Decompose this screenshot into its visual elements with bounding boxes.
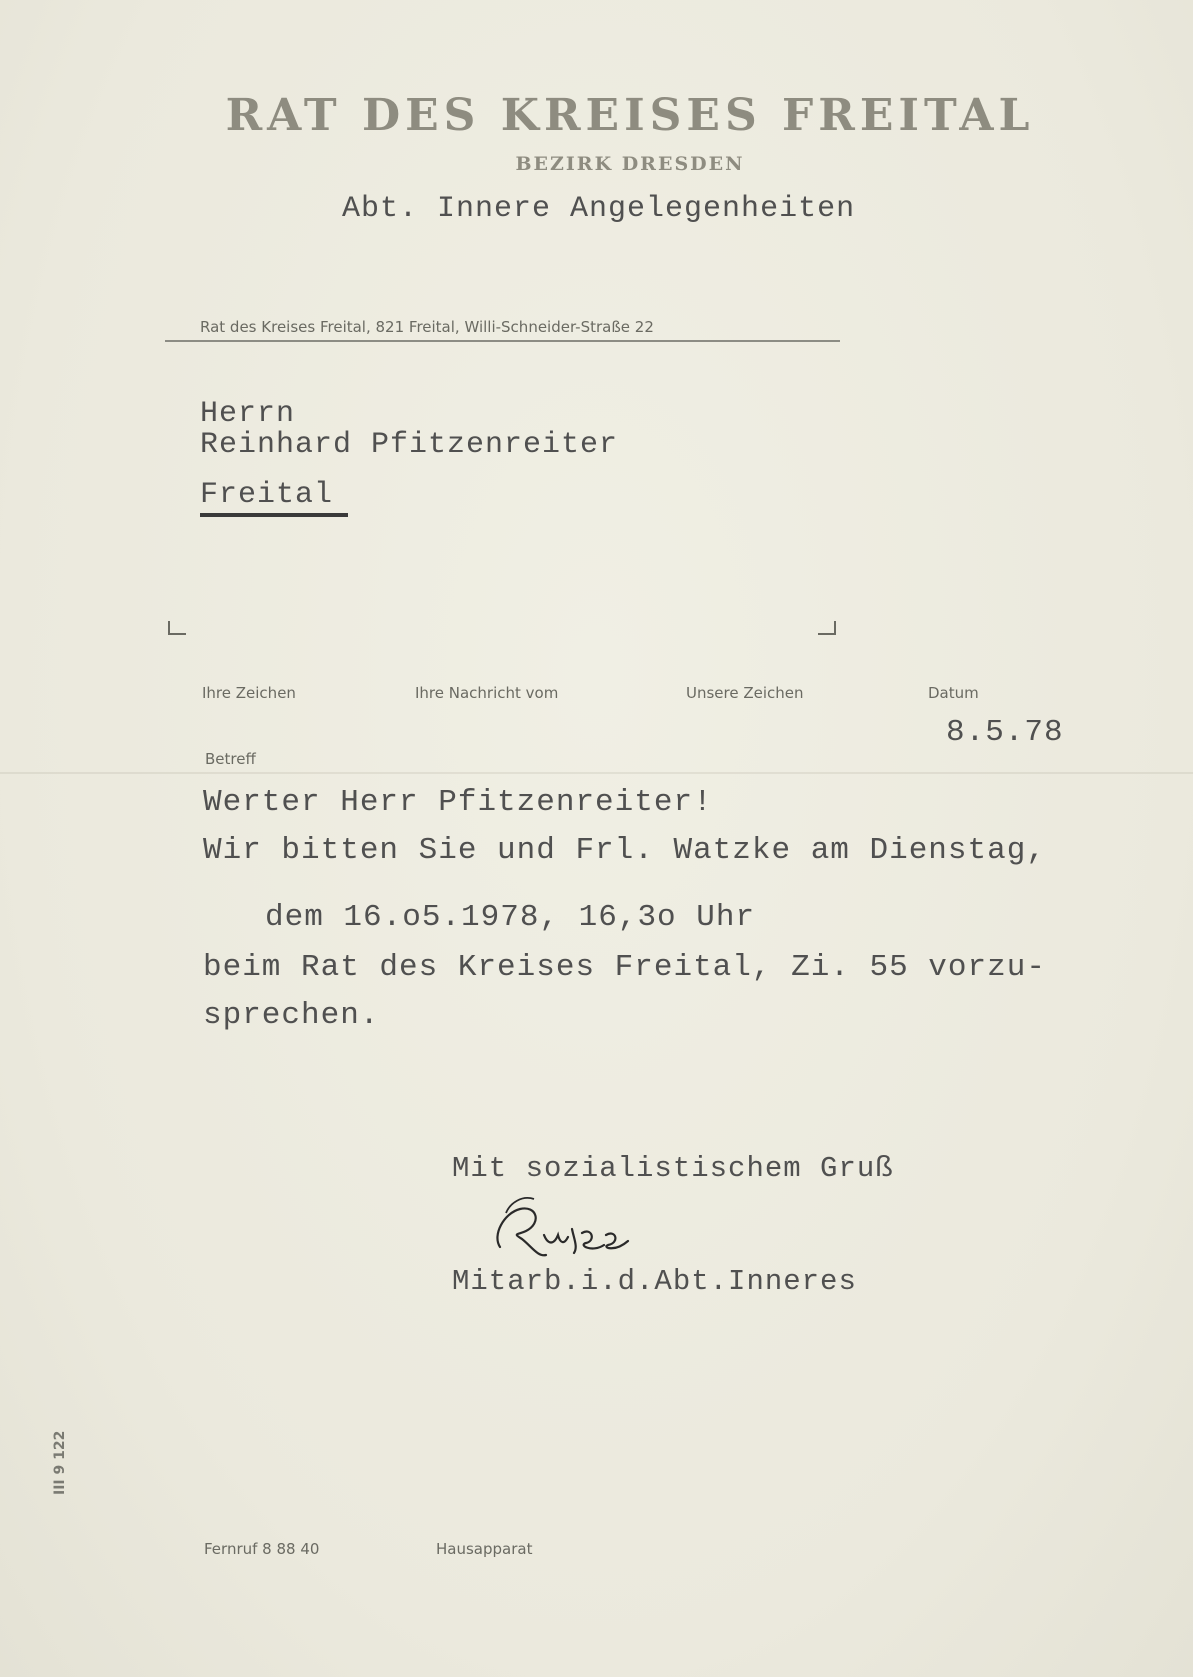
label-ihre-nachricht: Ihre Nachricht vom xyxy=(415,684,559,702)
letterhead-title: RAT DES KREISES FREITAL xyxy=(225,90,1035,141)
body-line-1: Wir bitten Sie und Frl. Watzke am Dienstag, xyxy=(203,833,1046,868)
footer-phone: Fernruf 8 88 40 xyxy=(204,1540,320,1558)
sender-address-line: Rat des Kreises Freital, 821 Freital, Willi-Schneider-Straße 22 xyxy=(200,318,654,336)
date-value: 8.5.78 xyxy=(946,715,1064,750)
body-line-4: sprechen. xyxy=(203,998,380,1033)
label-datum: Datum xyxy=(928,684,979,702)
city-underline xyxy=(200,513,348,517)
label-unsere-zeichen: Unsere Zeichen xyxy=(686,684,804,702)
recipient-name: Reinhard Pfitzenreiter xyxy=(200,428,619,462)
recipient-salutation: Herrn xyxy=(200,397,296,431)
letterhead-department: Abt. Innere Angelegenheiten xyxy=(342,192,856,226)
paper-fold xyxy=(0,772,1193,774)
body-greeting: Werter Herr Pfitzenreiter! xyxy=(203,785,713,820)
closing-position: Mitarb.i.d.Abt.Inneres xyxy=(452,1265,857,1298)
form-number: III 9 122 xyxy=(52,1430,68,1495)
address-corner-right xyxy=(818,621,836,635)
label-betreff: Betreff xyxy=(205,750,256,768)
recipient-city: Freital xyxy=(200,478,334,512)
closing-greeting: Mit sozialistischem Gruß xyxy=(452,1152,894,1185)
address-corner-left xyxy=(168,621,186,635)
sender-rule xyxy=(165,340,840,342)
handwritten-signature xyxy=(482,1195,652,1275)
body-line-3: beim Rat des Kreises Freital, Zi. 55 vorzu- xyxy=(203,950,1046,985)
letterhead-district: BEZIRK DRESDEN xyxy=(515,153,745,175)
body-line-2: dem 16.o5.1978, 16,3o Uhr xyxy=(265,900,756,935)
footer-extension: Hausapparat xyxy=(436,1540,533,1558)
label-ihre-zeichen: Ihre Zeichen xyxy=(202,684,296,702)
